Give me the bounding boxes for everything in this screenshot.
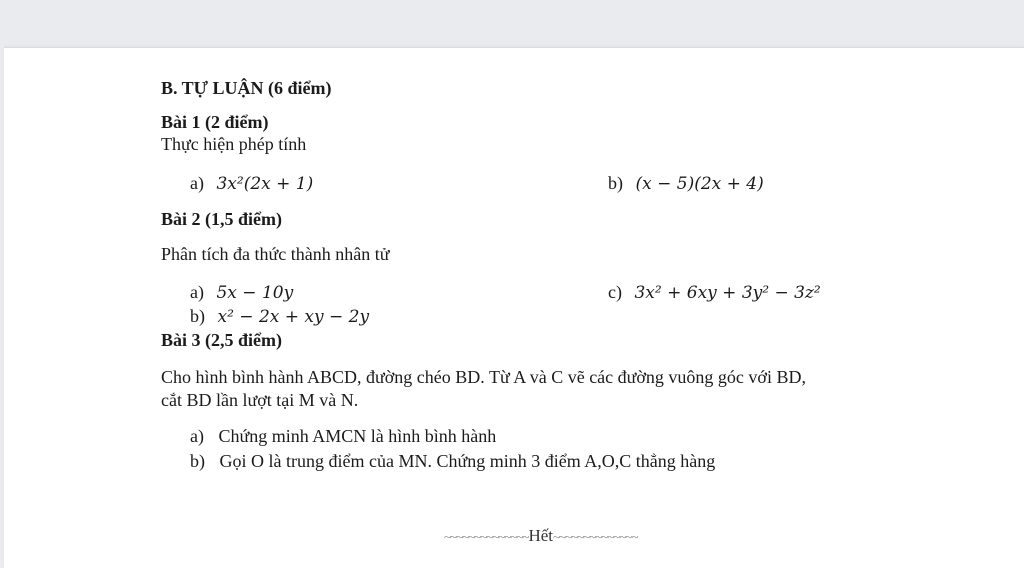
- bai2-c-expression: 3x² + 6xy + 3y² − 3z²: [634, 283, 821, 303]
- end-wave-left: ~~~~~~~~~~~~~~: [444, 529, 529, 544]
- bai3-problem-line-2: cắt BD lần lượt tại M và N.: [161, 390, 359, 410]
- bai1-heading: Bài 1 (2 điểm): [161, 112, 269, 132]
- bai3-item-a: [190, 425, 496, 447]
- bai1-item-b: [608, 172, 764, 195]
- bai2-a-label: a): [190, 282, 204, 302]
- bai2-instruction: Phân tích đa thức thành nhân tử: [161, 244, 390, 264]
- bai2-item-a: [190, 281, 293, 304]
- end-text: Hết: [528, 526, 554, 545]
- bai1-a-expression: 3x²(2x + 1): [216, 174, 314, 194]
- bai3-b-label: b): [190, 451, 205, 471]
- bai2-a-expression: 5x − 10y: [216, 283, 294, 303]
- end-wave-right: ~~~~~~~~~~~~~~: [553, 529, 638, 544]
- bai2-item-c: [608, 281, 821, 304]
- bai3-heading: Bài 3 (2,5 điểm): [161, 330, 282, 350]
- document-page: [4, 47, 1024, 568]
- bai2-b-label: b): [190, 306, 205, 326]
- bai2-c-label: c): [608, 282, 622, 302]
- bai1-instruction: Thực hiện phép tính: [161, 134, 307, 154]
- bai3-a-label: a): [190, 426, 204, 446]
- bai2-b-expression: x² − 2x + xy − 2y: [217, 307, 370, 327]
- bai2-heading: Bài 2 (1,5 điểm): [161, 209, 282, 229]
- bai3-item-b: [190, 450, 715, 472]
- bai1-item-a: [190, 172, 313, 195]
- bai1-b-expression: (x − 5)(2x + 4): [635, 174, 764, 194]
- bai2-item-b: [190, 305, 369, 328]
- bai3-b-text: Gọi O là trung điểm của MN. Chứng minh 3 điểm A,O,C thẳng hàng: [219, 451, 716, 471]
- bai3-a-text: Chứng minh AMCN là hình bình hành: [218, 426, 497, 446]
- section-title: B. TỰ LUẬN (6 điểm): [161, 78, 332, 98]
- end-marker: [444, 524, 637, 548]
- bai3-problem-line-1: Cho hình bình hành ABCD, đường chéo BD. Từ A và C vẽ các đường vuông góc với BD,: [161, 367, 806, 387]
- bai1-a-label: a): [190, 173, 204, 193]
- bai1-b-label: b): [608, 173, 623, 193]
